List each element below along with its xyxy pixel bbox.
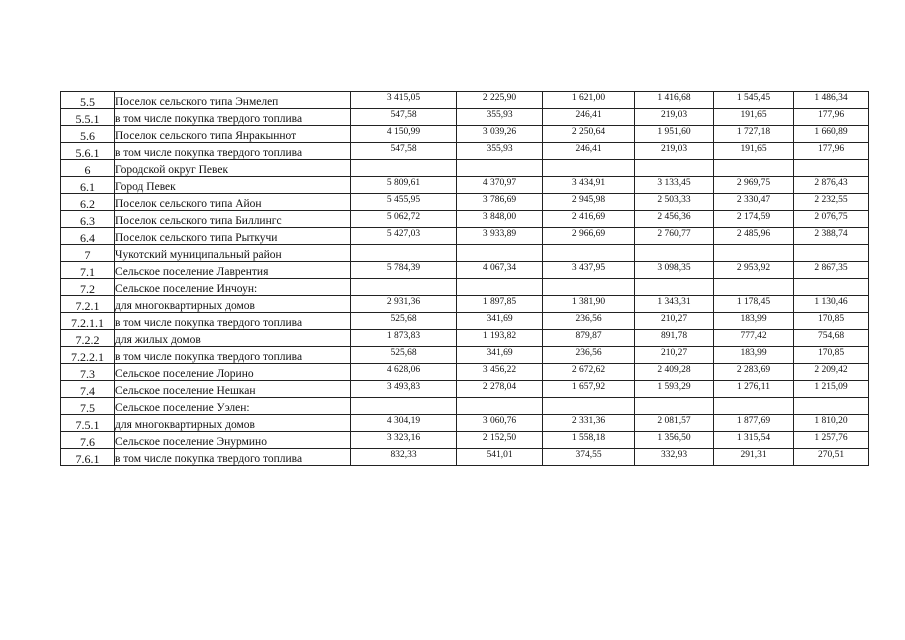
row-name: Сельское поселение Лаврентия — [115, 262, 351, 279]
value-cell: 5 455,95 — [351, 194, 457, 211]
value-cell — [794, 279, 869, 296]
row-code: 7.3 — [61, 364, 115, 381]
row-name: для многоквартирных домов — [115, 415, 351, 432]
value-cell: 1 877,69 — [714, 415, 794, 432]
value-cell: 2 931,36 — [351, 296, 457, 313]
value-cell: 1 257,76 — [794, 432, 869, 449]
value-cell — [457, 160, 543, 177]
row-code: 7.1 — [61, 262, 115, 279]
table-row — [61, 432, 869, 449]
value-cell: 1 486,34 — [794, 92, 869, 109]
value-cell: 1 343,31 — [635, 296, 714, 313]
value-cell: 2 209,42 — [794, 364, 869, 381]
value-cell: 547,58 — [351, 109, 457, 126]
value-cell: 1 416,68 — [635, 92, 714, 109]
value-cell: 183,99 — [714, 313, 794, 330]
row-code: 6.2 — [61, 194, 115, 211]
value-cell: 3 323,16 — [351, 432, 457, 449]
value-cell: 3 434,91 — [543, 177, 635, 194]
value-cell: 2 283,69 — [714, 364, 794, 381]
row-code: 7.2 — [61, 279, 115, 296]
value-cell: 2 250,64 — [543, 126, 635, 143]
value-cell: 832,33 — [351, 449, 457, 466]
value-cell: 2 388,74 — [794, 228, 869, 245]
value-cell: 270,51 — [794, 449, 869, 466]
value-cell: 1 315,54 — [714, 432, 794, 449]
value-cell: 236,56 — [543, 347, 635, 364]
table-row — [61, 109, 869, 126]
value-cell: 1 381,90 — [543, 296, 635, 313]
value-cell: 3 456,22 — [457, 364, 543, 381]
value-cell — [714, 279, 794, 296]
row-name: Поселок сельского типа Янракыннот — [115, 126, 351, 143]
row-name: Город Певек — [115, 177, 351, 194]
value-cell: 3 133,45 — [635, 177, 714, 194]
value-cell — [543, 279, 635, 296]
value-cell — [714, 398, 794, 415]
value-cell: 3 786,69 — [457, 194, 543, 211]
value-cell: 3 039,26 — [457, 126, 543, 143]
row-code: 5.5.1 — [61, 109, 115, 126]
value-cell — [457, 245, 543, 262]
value-cell: 891,78 — [635, 330, 714, 347]
value-cell: 2 672,62 — [543, 364, 635, 381]
value-cell: 2 225,90 — [457, 92, 543, 109]
value-cell — [635, 398, 714, 415]
value-cell: 1 727,18 — [714, 126, 794, 143]
value-cell: 1 810,20 — [794, 415, 869, 432]
row-name: Сельское поселение Лорино — [115, 364, 351, 381]
row-code: 7.4 — [61, 381, 115, 398]
value-cell: 210,27 — [635, 347, 714, 364]
value-cell: 3 437,95 — [543, 262, 635, 279]
value-cell: 341,69 — [457, 347, 543, 364]
value-cell: 2 867,35 — [794, 262, 869, 279]
tariff-table — [60, 91, 869, 466]
table-row — [61, 279, 869, 296]
value-cell: 2 416,69 — [543, 211, 635, 228]
value-cell: 1 873,83 — [351, 330, 457, 347]
value-cell: 3 933,89 — [457, 228, 543, 245]
row-name: в том числе покупка твердого топлива — [115, 347, 351, 364]
value-cell: 3 493,83 — [351, 381, 457, 398]
value-cell: 547,58 — [351, 143, 457, 160]
value-cell: 4 304,19 — [351, 415, 457, 432]
row-code: 7.5.1 — [61, 415, 115, 432]
table-row — [61, 92, 869, 109]
value-cell — [457, 279, 543, 296]
value-cell — [351, 245, 457, 262]
value-cell: 2 409,28 — [635, 364, 714, 381]
value-cell: 1 215,09 — [794, 381, 869, 398]
row-code: 7.2.1.1 — [61, 313, 115, 330]
value-cell: 2 953,92 — [714, 262, 794, 279]
value-cell: 4 370,97 — [457, 177, 543, 194]
value-cell: 1 897,85 — [457, 296, 543, 313]
value-cell: 177,96 — [794, 143, 869, 160]
value-cell: 332,93 — [635, 449, 714, 466]
value-cell: 4 067,34 — [457, 262, 543, 279]
value-cell: 1 951,60 — [635, 126, 714, 143]
value-cell: 525,68 — [351, 313, 457, 330]
row-name: Сельское поселение Уэлен: — [115, 398, 351, 415]
value-cell: 341,69 — [457, 313, 543, 330]
table-row — [61, 449, 869, 466]
value-cell: 2 081,57 — [635, 415, 714, 432]
row-name: Чукотский муниципальный район — [115, 245, 351, 262]
table-row — [61, 245, 869, 262]
value-cell — [351, 160, 457, 177]
table-row — [61, 194, 869, 211]
value-cell: 177,96 — [794, 109, 869, 126]
value-cell: 1 660,89 — [794, 126, 869, 143]
value-cell: 236,56 — [543, 313, 635, 330]
table-row — [61, 313, 869, 330]
table-row — [61, 347, 869, 364]
row-name: для многоквартирных домов — [115, 296, 351, 313]
value-cell: 2 152,50 — [457, 432, 543, 449]
row-name: в том числе покупка твердого топлива — [115, 143, 351, 160]
table-row — [61, 228, 869, 245]
row-name: в том числе покупка твердого топлива — [115, 449, 351, 466]
value-cell: 3 098,35 — [635, 262, 714, 279]
row-name: для жилых домов — [115, 330, 351, 347]
table-row — [61, 160, 869, 177]
row-name: в том числе покупка твердого топлива — [115, 109, 351, 126]
value-cell: 1 558,18 — [543, 432, 635, 449]
value-cell: 246,41 — [543, 109, 635, 126]
row-code: 5.6.1 — [61, 143, 115, 160]
row-name: Поселок сельского типа Биллингс — [115, 211, 351, 228]
table-row — [61, 364, 869, 381]
value-cell: 5 427,03 — [351, 228, 457, 245]
value-cell: 5 784,39 — [351, 262, 457, 279]
value-cell — [635, 245, 714, 262]
row-code: 5.6 — [61, 126, 115, 143]
value-cell: 191,65 — [714, 143, 794, 160]
value-cell — [794, 245, 869, 262]
value-cell: 1 178,45 — [714, 296, 794, 313]
value-cell: 3 415,05 — [351, 92, 457, 109]
row-code: 5.5 — [61, 92, 115, 109]
value-cell: 1 193,82 — [457, 330, 543, 347]
table-row — [61, 177, 869, 194]
row-name: Сельское поселение Нешкан — [115, 381, 351, 398]
value-cell: 2 456,36 — [635, 211, 714, 228]
row-code: 6.3 — [61, 211, 115, 228]
value-cell — [714, 245, 794, 262]
value-cell: 3 060,76 — [457, 415, 543, 432]
table-row — [61, 330, 869, 347]
value-cell: 183,99 — [714, 347, 794, 364]
value-cell — [714, 160, 794, 177]
value-cell: 2 331,36 — [543, 415, 635, 432]
value-cell: 3 848,00 — [457, 211, 543, 228]
value-cell: 1 657,92 — [543, 381, 635, 398]
value-cell: 2 966,69 — [543, 228, 635, 245]
row-name: Поселок сельского типа Энмелеп — [115, 92, 351, 109]
table-row — [61, 415, 869, 432]
value-cell: 170,85 — [794, 313, 869, 330]
value-cell: 1 130,46 — [794, 296, 869, 313]
value-cell: 541,01 — [457, 449, 543, 466]
row-name: Поселок сельского типа Айон — [115, 194, 351, 211]
value-cell: 2 232,55 — [794, 194, 869, 211]
value-cell: 879,87 — [543, 330, 635, 347]
row-code: 6.4 — [61, 228, 115, 245]
value-cell — [351, 279, 457, 296]
row-name: Сельское поселение Инчоун: — [115, 279, 351, 296]
value-cell: 4 628,06 — [351, 364, 457, 381]
row-code: 7.2.2 — [61, 330, 115, 347]
value-cell: 1 545,45 — [714, 92, 794, 109]
table-row — [61, 211, 869, 228]
value-cell — [457, 398, 543, 415]
table-row — [61, 126, 869, 143]
row-name: в том числе покупка твердого топлива — [115, 313, 351, 330]
value-cell — [543, 245, 635, 262]
value-cell: 777,42 — [714, 330, 794, 347]
row-code: 7.2.1 — [61, 296, 115, 313]
value-cell — [635, 279, 714, 296]
row-code: 7.2.2.1 — [61, 347, 115, 364]
value-cell: 191,65 — [714, 109, 794, 126]
value-cell: 2 174,59 — [714, 211, 794, 228]
value-cell: 5 809,61 — [351, 177, 457, 194]
value-cell: 219,03 — [635, 143, 714, 160]
value-cell: 210,27 — [635, 313, 714, 330]
table-row — [61, 381, 869, 398]
table-row — [61, 398, 869, 415]
value-cell — [794, 398, 869, 415]
value-cell: 2 760,77 — [635, 228, 714, 245]
value-cell: 2 485,96 — [714, 228, 794, 245]
row-code: 6.1 — [61, 177, 115, 194]
row-code: 7 — [61, 245, 115, 262]
row-code: 7.5 — [61, 398, 115, 415]
value-cell: 291,31 — [714, 449, 794, 466]
value-cell: 374,55 — [543, 449, 635, 466]
value-cell: 754,68 — [794, 330, 869, 347]
value-cell: 5 062,72 — [351, 211, 457, 228]
value-cell — [543, 398, 635, 415]
table-row — [61, 296, 869, 313]
value-cell: 170,85 — [794, 347, 869, 364]
value-cell: 1 356,50 — [635, 432, 714, 449]
table-row — [61, 262, 869, 279]
value-cell: 1 276,11 — [714, 381, 794, 398]
row-code: 6 — [61, 160, 115, 177]
value-cell — [794, 160, 869, 177]
table-row — [61, 143, 869, 160]
value-cell: 219,03 — [635, 109, 714, 126]
row-name: Поселок сельского типа Рыткучи — [115, 228, 351, 245]
value-cell — [543, 160, 635, 177]
value-cell: 355,93 — [457, 109, 543, 126]
tariff-table-body — [61, 92, 869, 466]
row-name: Городской округ Певек — [115, 160, 351, 177]
value-cell: 2 076,75 — [794, 211, 869, 228]
value-cell: 1 593,29 — [635, 381, 714, 398]
value-cell: 525,68 — [351, 347, 457, 364]
value-cell: 246,41 — [543, 143, 635, 160]
value-cell: 2 969,75 — [714, 177, 794, 194]
value-cell: 2 876,43 — [794, 177, 869, 194]
value-cell — [351, 398, 457, 415]
value-cell: 1 621,00 — [543, 92, 635, 109]
row-name: Сельское поселение Энурмино — [115, 432, 351, 449]
row-code: 7.6.1 — [61, 449, 115, 466]
value-cell: 2 503,33 — [635, 194, 714, 211]
value-cell: 2 278,04 — [457, 381, 543, 398]
value-cell: 2 945,98 — [543, 194, 635, 211]
value-cell — [635, 160, 714, 177]
row-code: 7.6 — [61, 432, 115, 449]
value-cell: 2 330,47 — [714, 194, 794, 211]
value-cell: 4 150,99 — [351, 126, 457, 143]
value-cell: 355,93 — [457, 143, 543, 160]
